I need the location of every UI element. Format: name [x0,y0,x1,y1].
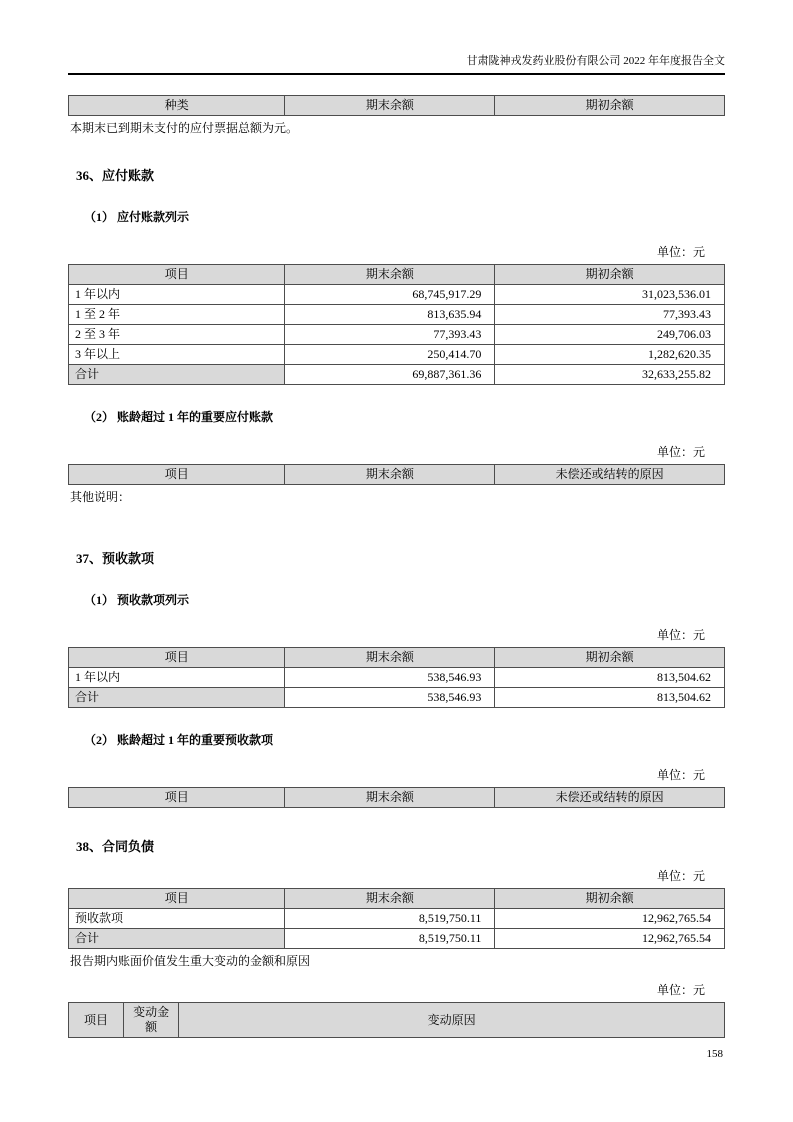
column-header: 未偿还或结转的原因 [495,465,725,485]
advances-received-table [68,647,725,708]
carryover-notes-payable-table [68,95,725,116]
table-cell: 8,519,750.11 [285,929,495,949]
table-cell: 69,887,361.36 [285,365,495,385]
accounts-payable-aging-table [68,264,725,385]
table-cell: 1 至 2 年 [69,305,285,325]
table-cell: 3 年以上 [69,345,285,365]
column-header: 项目 [69,1003,124,1038]
table [68,464,725,485]
table-cell: 249,706.03 [495,325,725,345]
section-36-title: 36、应付账款 [76,168,155,183]
table-header-row [69,96,725,116]
column-header: 变动金额 [124,1003,179,1038]
important-advances-received-table [68,787,725,808]
change-reason-note: 报告期内账面价值发生重大变动的金额和原因 [70,954,311,968]
unit-label: 单位：元 [656,628,705,642]
unit-label: 单位：元 [656,869,705,883]
unit-label: 单位：元 [656,983,705,997]
column-header: 期初余额 [495,889,725,909]
page-number: 158 [706,1048,723,1060]
table-row [69,909,725,929]
document-header [68,52,725,75]
table [68,264,725,385]
table-row [69,285,725,305]
table-cell: 2 至 3 年 [69,325,285,345]
table [68,647,725,708]
table-header-row [69,648,725,668]
column-header: 期末余额 [285,96,495,116]
unit-label: 单位：元 [656,768,705,782]
column-header: 期末余额 [285,265,495,285]
section-38-title: 38、合同负债 [76,839,155,854]
column-header: 项目 [69,889,285,909]
column-header: 期末余额 [285,889,495,909]
column-header: 项目 [69,788,285,808]
section-37-sub2-title: （2） 账龄超过 1 年的重要预收款项 [84,733,274,747]
table-cell: 12,962,765.54 [495,909,725,929]
section-37-title: 37、预收款项 [76,551,155,566]
table-header-row [69,788,725,808]
table-cell: 813,635.94 [285,305,495,325]
other-note: 其他说明： [70,490,131,504]
table-cell: 77,393.43 [495,305,725,325]
table-header-row [69,265,725,285]
section-37-sub1-title: （1） 预收款项列示 [84,593,190,607]
column-header: 项目 [69,265,285,285]
table-cell: 1 年以内 [69,668,285,688]
column-header: 未偿还或结转的原因 [495,788,725,808]
column-header: 期末余额 [285,648,495,668]
table-cell: 合计 [69,929,285,949]
table-cell: 32,633,255.82 [495,365,725,385]
total-row [69,929,725,949]
table-cell: 68,745,917.29 [285,285,495,305]
total-row [69,688,725,708]
unit-label: 单位：元 [656,445,705,459]
table [68,95,725,116]
section-36-sub2-title: （2） 账龄超过 1 年的重要应付账款 [84,410,274,424]
table-cell: 1,282,620.35 [495,345,725,365]
bills-payable-note: 本期末已到期未支付的应付票据总额为元。 [70,121,299,135]
unit-label: 单位：元 [656,245,705,259]
important-accounts-payable-table [68,464,725,485]
table-cell: 合计 [69,688,285,708]
table-header-row [69,889,725,909]
table-cell: 预收款项 [69,909,285,929]
column-header: 种类 [69,96,285,116]
header-title: 甘肃陇神戎发药业股份有限公司 2022 年年度报告全文 [466,55,725,67]
column-header: 期初余额 [495,648,725,668]
table-header-row [69,1003,725,1038]
table-cell: 813,504.62 [495,668,725,688]
change-reason-table [68,1002,725,1038]
column-header: 项目 [69,648,285,668]
table-cell: 77,393.43 [285,325,495,345]
column-header: 期末余额 [285,465,495,485]
contract-liabilities-table [68,888,725,949]
total-row [69,365,725,385]
column-header: 变动原因 [179,1003,725,1038]
table-cell: 8,519,750.11 [285,909,495,929]
table-cell: 538,546.93 [285,688,495,708]
column-header: 期末余额 [285,788,495,808]
table-row [69,305,725,325]
table-cell: 合计 [69,365,285,385]
table [68,888,725,949]
table [68,1002,725,1038]
table-row [69,325,725,345]
table-cell: 538,546.93 [285,668,495,688]
table-cell: 250,414.70 [285,345,495,365]
table-cell: 12,962,765.54 [495,929,725,949]
table [68,787,725,808]
table-cell: 31,023,536.01 [495,285,725,305]
table-cell: 1 年以内 [69,285,285,305]
table-header-row [69,465,725,485]
table-row [69,345,725,365]
column-header: 期初余额 [495,96,725,116]
table-row [69,668,725,688]
column-header: 期初余额 [495,265,725,285]
section-36-sub1-title: （1） 应付账款列示 [84,210,190,224]
table-cell: 813,504.62 [495,688,725,708]
column-header: 项目 [69,465,285,485]
